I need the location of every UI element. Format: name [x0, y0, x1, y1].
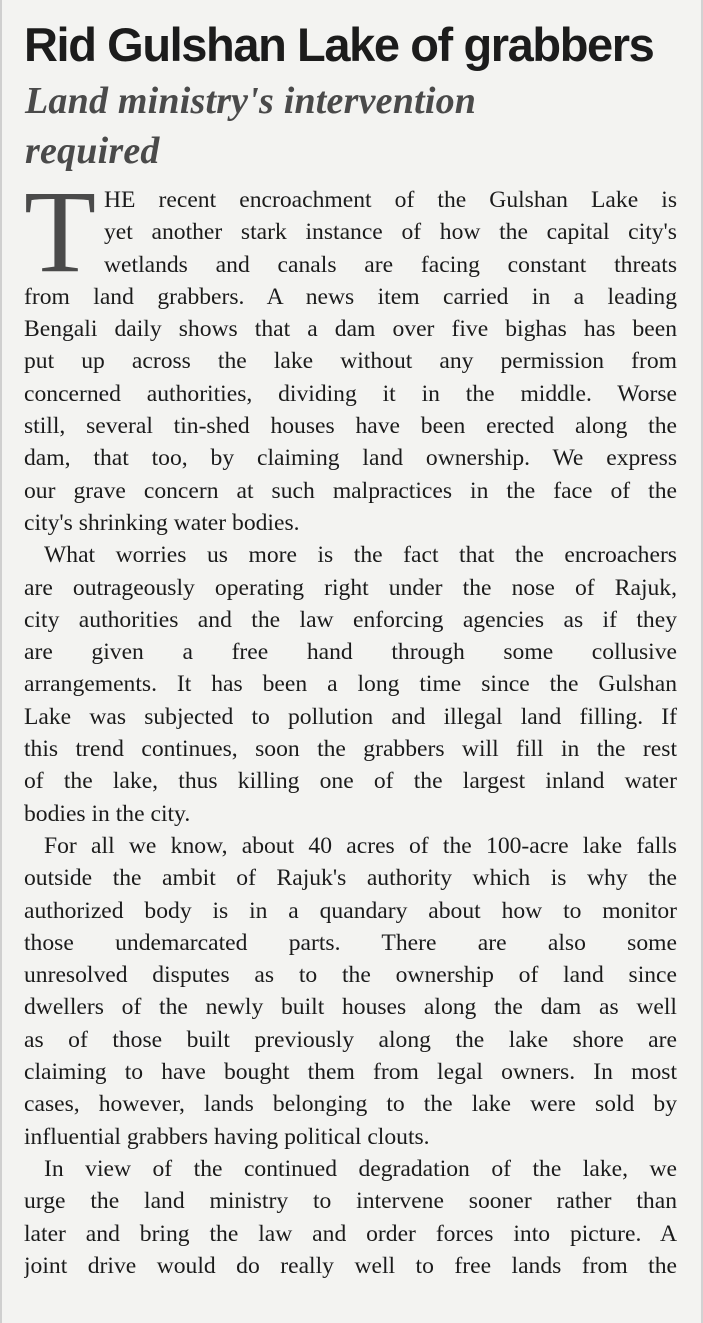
- paragraph-1: [24, 166, 677, 539]
- paragraph-line: Bengali daily shows that a dam over five bighas has been: [24, 316, 677, 343]
- paragraph-line: put up across the lake without any permission from: [24, 348, 677, 375]
- paragraph-line: unresolved disputes as to the ownership of land since: [24, 962, 677, 989]
- paragraph-line: claiming to have bought them from legal owners. In most: [24, 1059, 677, 1086]
- paragraph-line: city authorities and the law enforcing agencies as if they: [24, 606, 677, 633]
- paragraph-line: arrangements. It has been a long time since the Gulshan: [24, 671, 677, 698]
- paragraph-line: outside the ambit of Rajuk's authority which is why the: [24, 865, 677, 892]
- headline: Rid Gulshan Lake of grabbers: [24, 18, 654, 71]
- paragraph-line: bodies in the city.: [24, 800, 191, 827]
- paragraph-2: [24, 539, 677, 830]
- paragraph-line: urge the land ministry to intervene sooner rather than: [24, 1188, 677, 1215]
- paragraph-line: In view of the continued degradation of the lake, we: [44, 1155, 677, 1182]
- paragraph-line: authorized body is in a quandary about how to monitor: [24, 897, 677, 924]
- paragraph-line: What worries us more is the fact that the encroachers: [44, 542, 677, 569]
- paragraph-line: Lake was subjected to pollution and illegal land filling. If: [24, 703, 677, 730]
- subheadline: [25, 76, 677, 176]
- paragraph-line: dwellers of the newly built houses along the dam as well: [24, 994, 677, 1021]
- paragraph-line: our grave concern at such malpractices in the face of the: [24, 477, 677, 504]
- paragraph-line: are outrageously operating right under the nose of Rajuk,: [24, 574, 677, 601]
- paragraph-line: those undemarcated parts. There are also some: [24, 929, 677, 956]
- paragraph-line: of the lake, thus killing one of the largest inland water: [24, 768, 677, 795]
- paragraph-4: [24, 1153, 677, 1282]
- paragraph-line: from land grabbers. A news item carried in a leading: [24, 283, 677, 310]
- paragraph-line: joint drive would do really well to free lands from the: [24, 1252, 677, 1279]
- subheadline-line-1: Land ministry's intervention: [25, 80, 477, 122]
- paragraph-line: city's shrinking water bodies.: [24, 509, 300, 536]
- paragraph-line: For all we know, about 40 acres of the 100-acre lake falls: [44, 832, 677, 859]
- paragraph-line: wetlands and canals are facing constant threats: [104, 251, 677, 278]
- paragraph-line: yet another stark instance of how the capital city's: [104, 219, 677, 246]
- paragraph-line: concerned authorities, dividing it in the middle. Worse: [24, 380, 677, 407]
- paragraph-line: still, several tin-shed houses have been erected along the: [24, 413, 677, 440]
- paragraph-line: HE recent encroachment of the Gulshan Lake is: [104, 187, 677, 213]
- paragraph-line: influential grabbers having political clouts.: [24, 1123, 430, 1150]
- drop-cap: T: [24, 166, 97, 297]
- paragraph-3: [24, 830, 677, 1153]
- paragraph-line: cases, however, lands belonging to the lake were sold by: [24, 1091, 677, 1118]
- paragraph-line: later and bring the law and order forces into picture. A: [24, 1220, 677, 1247]
- paragraph-line: dam, that too, by claiming land ownership. We express: [24, 445, 677, 472]
- paragraph-line: are given a free hand through some collusive: [24, 639, 677, 666]
- subheadline-line-2: required: [25, 130, 160, 172]
- article-body: [24, 166, 677, 1282]
- paragraph-line: this trend continues, soon the grabbers will fill in the rest: [24, 736, 677, 763]
- paragraph-line: as of those built previously along the lake shore are: [24, 1026, 677, 1053]
